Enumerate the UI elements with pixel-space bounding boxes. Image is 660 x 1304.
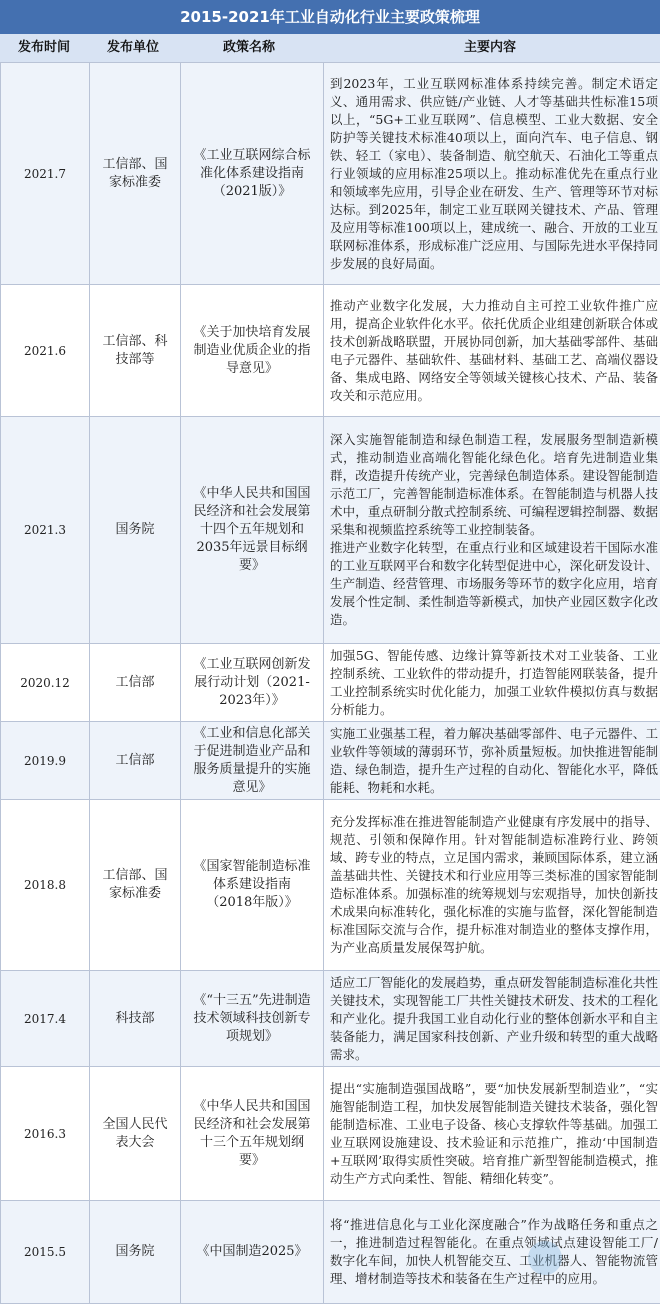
cell-policy-name — [181, 1201, 324, 1304]
cell-content — [324, 971, 660, 1067]
cell-org — [90, 971, 181, 1067]
policy-table-body — [1, 63, 660, 1304]
cell-org-text: 工信部、国家标准委 — [90, 156, 180, 192]
cell-policy-name-text: 《中华人民共和国国民经济和社会发展第十四个五年规划和2035年远景目标纲要》 — [181, 485, 323, 575]
table-row — [1, 285, 660, 417]
cell-date: 2019.9 — [1, 722, 90, 800]
table-row — [1, 800, 660, 971]
cell-content — [324, 63, 660, 285]
cell-policy-name-text: 《中华人民共和国国民经济和社会发展第十三个五年规划纲要》 — [181, 1098, 323, 1170]
cell-policy-name-text: 《关于加快培育发展制造业优质企业的指导意见》 — [181, 324, 323, 378]
table-row — [1, 722, 660, 800]
cell-content — [324, 800, 660, 971]
cell-org — [90, 800, 181, 971]
table-row — [1, 971, 660, 1067]
table-row — [1, 63, 660, 285]
cell-org — [90, 417, 181, 644]
cell-content — [324, 722, 660, 800]
cell-policy-name — [181, 644, 324, 722]
header-org: 发布单位 — [88, 34, 178, 62]
content-paragraph: 提出“实施制造强国战略”，要“加快发展新型制造业”，“实施智能制造工程，加快发展智能制造关键技术装备，强化智能制造标准、工业电子设备、核心支撑软件等基础。加强工业互联网设施建设、技术验证和示范推广，推动‘中国制造+互联网’取得实质性突破。培育推广新型智能制造模式，推动生产方式向柔性、智能、精细化转变”。 — [324, 1080, 660, 1188]
cell-policy-name-text: 《国家智能制造标准体系建设指南（2018年版）》 — [181, 858, 323, 912]
cell-org-text: 全国人民代表大会 — [90, 1116, 180, 1152]
cell-policy-name-text: 《中国制造2025》 — [181, 1243, 323, 1261]
content-paragraph: 推动产业数字化发展，大力推动自主可控工业软件推广应用，提高企业软件化水平。依托优质企业组建创新联合体或技术创新战略联盟，开展协同创新，加大基础零部件、基础电子元器件、基础软件、基础材料、基础工艺、高端仪器设备、集成电路、网络安全等领域关键核心技术、产品、装备攻关和示范应用。 — [324, 297, 660, 405]
table-row — [1, 644, 660, 722]
cell-policy-name-text: 《工业和信息化部关于促进制造业产品和服务质量提升的实施意见》 — [181, 725, 323, 797]
cell-date: 2017.4 — [1, 971, 90, 1067]
cell-policy-name — [181, 1067, 324, 1201]
cell-policy-name — [181, 971, 324, 1067]
table-header-row — [0, 34, 660, 62]
header-policy-name: 政策名称 — [178, 34, 320, 62]
cell-content — [324, 417, 660, 644]
cell-date: 2018.8 — [1, 800, 90, 971]
cell-content — [324, 285, 660, 417]
cell-policy-name-text: 《工业互联网创新发展行动计划（2021-2023年）》 — [181, 656, 323, 710]
cell-org-text: 工信部 — [90, 674, 180, 692]
cell-policy-name — [181, 285, 324, 417]
watermark — [470, 1243, 650, 1273]
cell-org-text: 国务院 — [90, 1243, 180, 1261]
cell-org-text: 科技部 — [90, 1010, 180, 1028]
cell-org — [90, 1201, 181, 1304]
cell-org-text: 工信部、国家标准委 — [90, 867, 180, 903]
cell-date: 2021.7 — [1, 63, 90, 285]
content-paragraph: 推进产业数字化转型，在重点行业和区域建设若干国际水准的工业互联网平台和数字化转型促进中心，深化研发设计、生产制造、经营管理、市场服务等环节的数字化应用，培育发展个性定制、柔性制造等新模式，加快产业园区数字化改造。 — [324, 539, 660, 629]
cell-date: 2016.3 — [1, 1067, 90, 1201]
cell-org — [90, 644, 181, 722]
content-paragraph: 将“推进信息化与工业化深度融合”作为战略任务和重点之一，推进制造过程智能化。在重点领域试点建设智能工厂/数字化车间，加快人机智能交互、工业机器人、智能物流管理、增材制造等技术和装备在生产过程中的应用。 — [324, 1216, 660, 1288]
content-paragraph: 加强5G、智能传感、边缘计算等新技术对工业装备、工业控制系统、工业软件的带动提升，打造智能网联装备，提升工业控制系统实时优化能力，加强工业软件模拟仿真与数据分析能力。 — [324, 647, 660, 719]
cell-org — [90, 722, 181, 800]
content-paragraph: 实施工业强基工程，着力解决基础零部件、电子元器件、工业软件等领域的薄弱环节，弥补质量短板。加快推进智能制造、绿色制造，提升生产过程的自动化、智能化水平，降低能耗、物耗和水耗。 — [324, 725, 660, 797]
cell-date: 2020.12 — [1, 644, 90, 722]
cell-policy-name — [181, 63, 324, 285]
table-title: 2015-2021年工业自动化行业主要政策梳理 — [0, 0, 660, 34]
cell-org — [90, 1067, 181, 1201]
cell-date: 2021.6 — [1, 285, 90, 417]
cell-content — [324, 1067, 660, 1201]
cell-policy-name — [181, 800, 324, 971]
cell-org-text: 工信部、科技部等 — [90, 333, 180, 369]
cell-org — [90, 63, 181, 285]
cell-date: 2015.5 — [1, 1201, 90, 1304]
cell-policy-name — [181, 722, 324, 800]
cell-policy-name-text: 《工业互联网综合标准化体系建设指南（2021版）》 — [181, 147, 323, 201]
cell-org-text: 国务院 — [90, 521, 180, 539]
table-row — [1, 417, 660, 644]
table-row — [1, 1067, 660, 1201]
cell-date: 2021.3 — [1, 417, 90, 644]
content-paragraph: 充分发挥标准在推进智能制造产业健康有序发展中的指导、规范、引领和保障作用。针对智能制造标准跨行业、跨领域、跨专业的特点，立足国内需求，兼顾国际体系，建立涵盖基础共性、关键技术和行业应用等三类标准的国家智能制造标准体系。加强标准的统筹规划与宏观指导，加快创新技术成果向标准转化，强化标准的实施与监督，深化智能制造标准国际交流与合作，提升标准对制造业的整体支撑作用，为产业高质量发展保驾护航。 — [324, 813, 660, 957]
policy-table — [0, 62, 660, 1304]
content-paragraph: 到2023年，工业互联网标准体系持续完善。制定术语定义、通用需求、供应链/产业链、人才等基础共性标准15项以上，“5G+工业互联网”、信息模型、工业大数据、安全防护等关键技术标准40项以上，面向汽车、电子信息、钢铁、轻工（家电）、装备制造、航空航天、石油化工等重点行业领域的应用标准25项以上。推动标准优先在重点行业和领域率先应用，引导企业在研发、生产、管理等环节对标达标。到2025年，制定工业互联网关键技术、产品、管理及应用等标准100项以上，建成统一、融合、开放的工业互联网标准体系，形成标准广泛应用、与国际先进水平保持同步发展的良好局面。 — [324, 75, 660, 273]
content-paragraph: 适应工厂智能化的发展趋势，重点研发智能制造标准化共性关键技术，实现智能工厂共性关键技术研发、技术的工程化和产业化。提升我国工业自动化行业的整体创新水平和自主装备能力，满足国家科技创新、产业升级和转型的重大战略需求。 — [324, 974, 660, 1064]
header-date: 发布时间 — [0, 34, 88, 62]
header-content: 主要内容 — [320, 34, 660, 62]
cell-org — [90, 285, 181, 417]
content-paragraph: 深入实施智能制造和绿色制造工程，发展服务型制造新模式，推动制造业高端化智能化绿色化。培育先进制造业集群，改造提升传统产业，完善绿色制造体系。建设智能制造示范工厂，完善智能制造标准体系。在智能制造与机器人技术中，重点研制分散式控制系统、可编程逻辑控制器、数据采集和视频监控系统等工业控制装备。 — [324, 431, 660, 539]
watermark-logo-icon — [528, 1241, 562, 1275]
cell-org-text: 工信部 — [90, 752, 180, 770]
cell-content — [324, 644, 660, 722]
cell-policy-name-text: 《“十三五”先进制造技术领域科技创新专项规划》 — [181, 992, 323, 1046]
cell-policy-name — [181, 417, 324, 644]
